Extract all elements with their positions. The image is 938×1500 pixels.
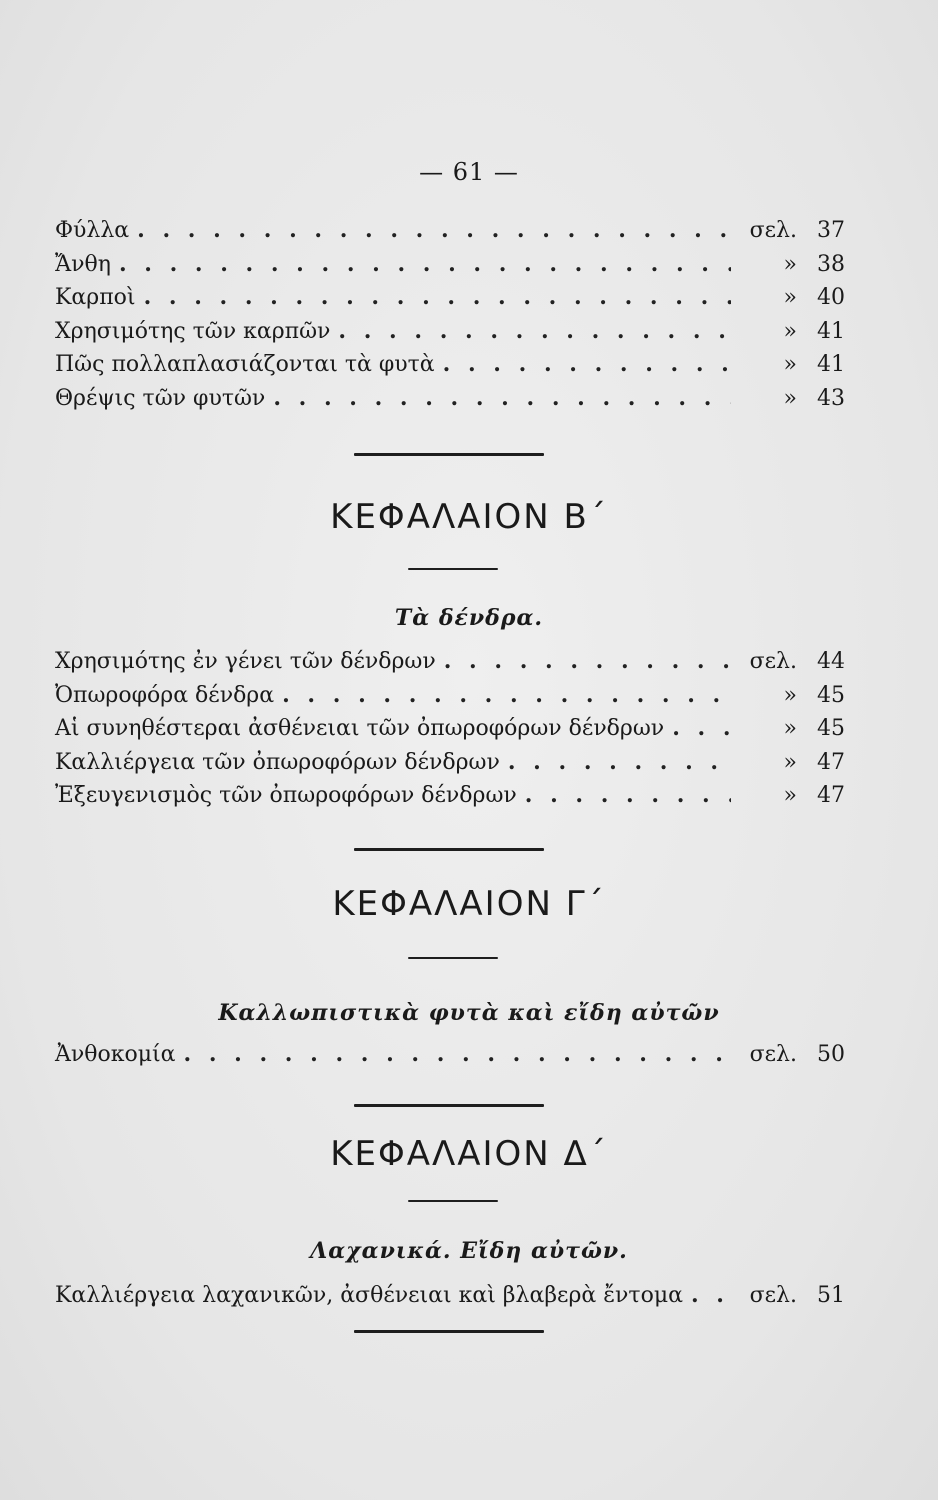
toc-entry-title: Καρποὶ — [55, 285, 136, 310]
toc-entry-page: 45 — [817, 716, 845, 741]
dot-leader — [672, 712, 731, 746]
heading-underline — [408, 1200, 498, 1202]
dot-leader — [137, 214, 731, 248]
toc-entry-ref: » — [783, 385, 797, 411]
toc-entry-ref: » — [783, 285, 797, 310]
toc-entry — [55, 645, 845, 679]
toc-entry-page: 41 — [817, 318, 845, 344]
toc-entry-title: Φύλλα — [55, 218, 130, 243]
section-divider — [354, 1330, 544, 1333]
dot-leader — [184, 1038, 731, 1072]
heading-underline — [408, 568, 498, 570]
toc-entry-ref: » — [783, 716, 797, 741]
toc-entry-ref: σελ. — [749, 1283, 797, 1308]
toc-section-a — [55, 214, 845, 415]
toc-entry — [55, 1279, 845, 1313]
toc-chapter-b — [55, 645, 845, 813]
section-divider — [354, 453, 544, 456]
toc-chapter-c — [55, 1038, 845, 1072]
toc-entry-page: 38 — [817, 251, 845, 277]
chapter-subtitle: Λαχανικά. Εἴδη αὐτῶν. — [310, 1238, 628, 1264]
toc-entry-ref: » — [783, 251, 797, 277]
toc-entry-page: 45 — [817, 682, 845, 708]
toc-entry-page: 41 — [817, 352, 845, 377]
dot-leader — [119, 248, 731, 282]
toc-entry — [55, 315, 845, 349]
toc-entry-ref: σελ. — [749, 218, 797, 243]
toc-entry — [55, 746, 845, 780]
toc-entry — [55, 382, 845, 416]
toc-entry-title: Θρέψις τῶν φυτῶν — [55, 385, 266, 411]
toc-entry-page: 37 — [817, 218, 845, 243]
toc-entry — [55, 248, 845, 282]
dot-leader — [691, 1279, 731, 1313]
toc-entry-page: 50 — [817, 1042, 845, 1067]
toc-entry-ref: σελ. — [749, 649, 797, 674]
toc-entry-title: Χρησιμότης ἐν γένει τῶν δένδρων — [55, 649, 436, 674]
dot-leader — [144, 281, 731, 315]
section-divider — [354, 1104, 544, 1107]
toc-entry-ref: » — [783, 682, 797, 708]
toc-entry-ref: » — [783, 352, 797, 377]
toc-entry — [55, 348, 845, 382]
toc-entry-title: Χρησιμότης τῶν καρπῶν — [55, 318, 331, 344]
dot-leader — [338, 315, 731, 349]
dot-leader — [273, 382, 731, 416]
toc-entry — [55, 679, 845, 713]
toc-entry-ref: » — [783, 318, 797, 344]
page-number: — 61 — — [419, 158, 519, 186]
dot-leader — [508, 746, 731, 780]
toc-entry-ref: » — [783, 783, 797, 808]
toc-entry-page: 43 — [817, 385, 845, 411]
chapter-subtitle: Τὰ δένδρα. — [394, 605, 544, 631]
heading-underline — [408, 957, 498, 959]
toc-entry-title: Πῶς πολλαπλασιάζονται τὰ φυτὰ — [55, 352, 435, 377]
toc-entry-title: Ὀπωροφόρα δένδρα — [55, 682, 275, 708]
dot-leader — [444, 645, 731, 679]
toc-entry — [55, 214, 845, 248]
toc-entry-title: Ἐξευγενισμὸς τῶν ὀπωροφόρων δένδρων — [55, 783, 517, 808]
toc-entry-page: 44 — [817, 649, 845, 674]
toc-entry-title: Ἀνθοκομία — [55, 1042, 176, 1067]
toc-entry-title: Ἄνθη — [55, 251, 111, 277]
section-divider — [354, 848, 544, 851]
dot-leader — [443, 348, 731, 382]
toc-entry-page: 51 — [817, 1283, 845, 1308]
dot-leader — [282, 679, 731, 713]
toc-entry-ref: » — [783, 749, 797, 775]
chapter-subtitle: Καλλωπιστικὰ φυτὰ καὶ εἴδη αὐτῶν — [218, 1000, 720, 1026]
toc-entry-title: Καλλιέργεια λαχανικῶν, ἀσθένειαι καὶ βλαβερὰ ἔντομα — [55, 1283, 683, 1308]
toc-entry-title: Καλλιέργεια τῶν ὀπωροφόρων δένδρων — [55, 749, 500, 775]
toc-entry-page: 47 — [817, 749, 845, 775]
toc-entry — [55, 779, 845, 813]
chapter-heading: ΚΕΦΑΛΑΙΟΝ Γ΄ — [332, 884, 606, 924]
toc-entry — [55, 1038, 845, 1072]
toc-entry-page: 47 — [817, 783, 845, 808]
toc-entry-ref: σελ. — [749, 1042, 797, 1067]
toc-entry — [55, 712, 845, 746]
toc-entry-page: 40 — [817, 285, 845, 310]
toc-chapter-d — [55, 1279, 845, 1313]
toc-entry — [55, 281, 845, 315]
chapter-heading: ΚΕΦΑΛΑΙΟΝ Δ΄ — [330, 1134, 608, 1174]
toc-entry-title: Αἱ συνηθέστεραι ἀσθένειαι τῶν ὀπωροφόρων δένδρων — [55, 716, 665, 741]
chapter-heading: ΚΕΦΑΛΑΙΟΝ Β΄ — [330, 497, 608, 537]
dot-leader — [525, 779, 731, 813]
